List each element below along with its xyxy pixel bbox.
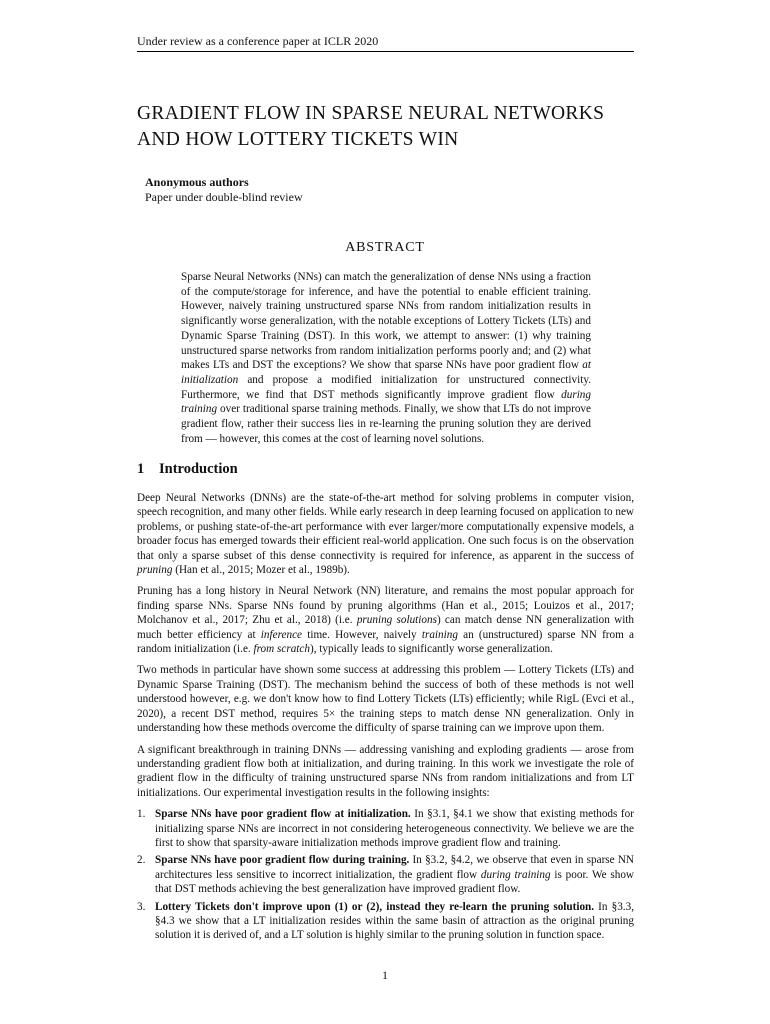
list-marker: 1. <box>137 808 146 821</box>
body-emphasis: inference <box>260 628 303 641</box>
body-paragraph <box>137 584 634 656</box>
abstract-text: Sparse Neural Networks (NNs) can match the generalization of dense NNs using a fraction of the compute/storage for inference, and have the potential to enable efficient training. However, naively training unstructured sparse NNs from random initialization results in significantly worse generalization, with the notable exceptions of Lottery Tickets (LTs) and Dynamic Sparse Training (DST). In this work, we attempt to answer: (1) why training unstructured sparse networks from random initialization performs poorly and; and (2) what makes LTs and DST the exceptions? We show that sparse NNs have poor gradient flow <box>181 271 591 372</box>
paper-title <box>137 101 637 153</box>
author-block <box>145 175 303 205</box>
insight-text: In §3.1, §4.1 we show that existing methods for initializing sparse NNs are incorrect in not considering heterogeneous connectivity. We believe we are the first to show that sparsity-aware initialization methods improve gradient flow and training. <box>155 808 634 849</box>
body-emphasis: training <box>421 628 458 641</box>
list-item <box>137 853 634 896</box>
body-text: ) can match dense NN generalization with much better efficiency at <box>137 614 634 641</box>
abstract-body <box>181 270 591 446</box>
body-text: ), typically leads to significantly worse generalization. <box>309 643 553 656</box>
list-item <box>137 807 634 850</box>
abstract-text: over traditional sparse training methods. Finally, we show that LTs do not improve gradient flow, rather their success lies in re-learning the pruning solution they are derived from — however, this comes at the cost of learning novel solutions. <box>181 403 591 445</box>
insight-text: In §3.2, §4.2, we observe that even in sparse NN architectures less sensitive to incorrect initialization, the gradient flow <box>155 854 634 881</box>
insights-list <box>137 807 634 943</box>
body-paragraph: A significant breakthrough in training DNNs — addressing vanishing and exploding gradients — arose from understanding gradient flow both at initialization, and during training. In this work we investigate the role of gradient flow in the difficulty of training unstructured sparse NNs from random initializations and from LT initializations. Our experimental investigation results in the following insights: <box>137 743 634 799</box>
abstract-emphasis: at initialization <box>181 359 591 386</box>
section-heading <box>137 461 238 478</box>
author-affiliation: Paper under double-blind review <box>145 190 303 204</box>
page-number: 1 <box>382 968 388 982</box>
body-text: an (unstructured) sparse NN from a random initialization (i.e. <box>137 628 634 656</box>
author-name: Anonymous authors <box>145 175 249 189</box>
abstract-text: and propose a modified initialization for unstructured connectivity. Furthermore, we find that DST methods significantly improve gradient flow <box>181 373 591 401</box>
section-title: Introduction <box>159 461 238 477</box>
body-text: time. However, naively <box>302 628 422 641</box>
section-number: 1 <box>137 461 145 477</box>
title-line-1: GRADIENT FLOW IN SPARSE NEURAL NETWORKS <box>137 103 605 124</box>
insight-text: In §3.3, §4.3 we show that a LT initialization resides within the same basin of attraction as the original pruning solution it is derived of, and a LT solution is highly similar to the pruning solution in function space. <box>155 900 634 942</box>
list-item <box>137 900 634 943</box>
list-marker: 2. <box>137 854 146 867</box>
body-text: Pruning has a long history in Neural Network (NN) literature, and remains the most popular approach for finding sparse NNs. Sparse NNs found by pruning algorithms (Han et al., 2015; Louizos et al., 2017; Molchanov et al., 2017; Zhu et al., 2018) (i.e. <box>137 585 634 627</box>
body-text: Deep Neural Networks (DNNs) are the state-of-the-art method for solving problems in computer vision, speech recognition, and many other fields. While early research in deep learning focused on application to new problems, or pushing state-of-the-art performance with ever larger/more computationally expensive models, a broader focus has emerged towards their efficient real-world application. One such focus is on the observation that only a sparse subset of this dense connectivity is required for inference, as apparent in the success of <box>137 492 634 562</box>
body-emphasis: from scratch <box>253 643 310 656</box>
insight-lead: Lottery Tickets don't improve upon (1) or (2), instead they re-learn the pruning solution. <box>155 900 595 913</box>
list-marker: 3. <box>137 900 146 913</box>
body-paragraph <box>137 491 634 577</box>
insight-lead: Sparse NNs have poor gradient flow at initialization. <box>155 808 411 821</box>
running-header: Under review as a conference paper at ICLR 2020 <box>137 34 634 52</box>
title-line-2: AND HOW LOTTERY TICKETS WIN <box>137 129 459 150</box>
body-text: (Han et al., 2015; Mozer et al., 1989b). <box>172 564 350 577</box>
insight-text: is poor. We show that DST methods achieving the best generalization have improved gradient flow. <box>155 868 635 896</box>
abstract-heading: ABSTRACT <box>345 240 425 255</box>
insight-lead: Sparse NNs have poor gradient flow during training. <box>155 854 410 867</box>
abstract-emphasis: during training <box>181 388 591 416</box>
insight-emphasis: during training <box>480 868 551 881</box>
section-body <box>137 491 634 946</box>
body-emphasis: pruning solutions <box>356 614 437 627</box>
body-emphasis: pruning <box>137 564 173 577</box>
body-paragraph: Two methods in particular have shown some success at addressing this problem — Lottery Tickets (LTs) and Dynamic Sparse Training (DST). The mechanism behind the success of both of these methods is not well understood however, e.g. we don't know how to find Lottery Tickets (LTs) efficiently; while RigL (Evci et al., 2020), a recent DST method, requires 5× the training steps to match dense NN generalization. Only in understanding how these methods overcome the difficulty of sparse training can we improve upon them. <box>137 664 634 735</box>
abstract-paragraph <box>181 270 591 446</box>
